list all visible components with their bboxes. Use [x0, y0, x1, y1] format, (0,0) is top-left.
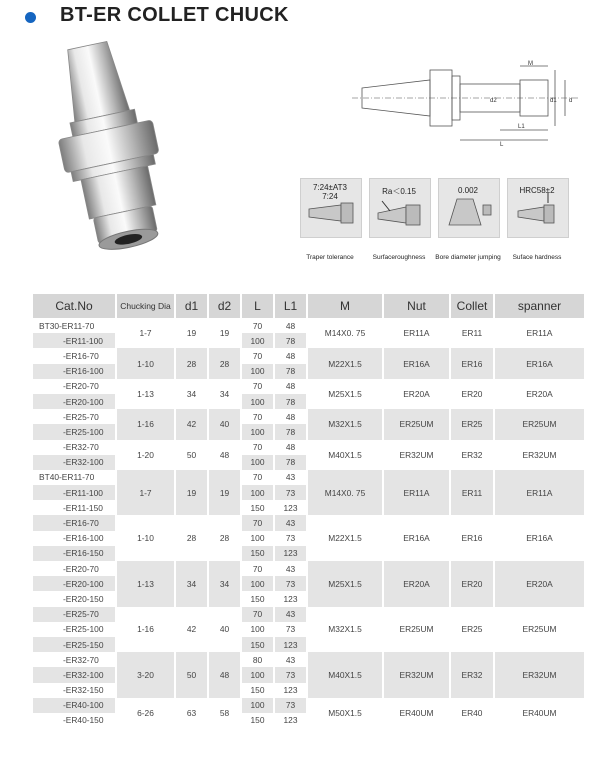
- cell-collet: ER11: [450, 470, 494, 516]
- cell-l: 70: [241, 348, 274, 363]
- cell-nut: ER32UM: [383, 440, 450, 470]
- table-row: [33, 607, 585, 622]
- cell-l: 70: [241, 607, 274, 622]
- drawing-label-d2: d2: [490, 98, 497, 104]
- cell-spanner: ER20A: [494, 379, 585, 409]
- header-spanner: spanner: [494, 294, 585, 318]
- table-row: [33, 409, 585, 424]
- cell-l: 100: [241, 455, 274, 470]
- cell-l: 70: [241, 318, 274, 333]
- cell-l1: 73: [274, 576, 307, 591]
- cell-l: 70: [241, 379, 274, 394]
- cell-l1: 123: [274, 500, 307, 515]
- cell-l1: 73: [274, 698, 307, 713]
- cell-nut: ER20A: [383, 561, 450, 607]
- cell-l1: 123: [274, 637, 307, 652]
- cell-nut: ER32UM: [383, 652, 450, 698]
- cell-nut: ER40UM: [383, 698, 450, 728]
- cell-cat-no: -ER20-100: [33, 576, 116, 591]
- cell-nut: ER20A: [383, 379, 450, 409]
- cell-cat-no: -ER32-70: [33, 652, 116, 667]
- cell-d2: 19: [208, 470, 241, 516]
- caption-bore-jumping: Bore diameter jumping: [435, 254, 501, 261]
- table-header-row: [33, 294, 585, 318]
- cell-l: 80: [241, 652, 274, 667]
- header-l: L: [241, 294, 274, 318]
- cell-l: 150: [241, 546, 274, 561]
- cell-chucking-dia: 6-26: [116, 698, 175, 728]
- cell-d2: 40: [208, 607, 241, 653]
- cell-l: 70: [241, 515, 274, 530]
- cell-spanner: ER32UM: [494, 440, 585, 470]
- cell-l1: 43: [274, 561, 307, 576]
- drawing-label-l1: L1: [518, 124, 525, 130]
- cell-nut: ER11A: [383, 470, 450, 516]
- cell-chucking-dia: 1-10: [116, 348, 175, 378]
- cell-cat-no: -ER16-70: [33, 348, 116, 363]
- cell-l1: 43: [274, 607, 307, 622]
- cell-l1: 123: [274, 591, 307, 606]
- cell-l: 70: [241, 440, 274, 455]
- cell-cat-no: -ER25-100: [33, 622, 116, 637]
- cell-collet: ER32: [450, 652, 494, 698]
- cell-d1: 42: [175, 607, 208, 653]
- cell-l: 100: [241, 333, 274, 348]
- cell-cat-no: -ER25-70: [33, 409, 116, 424]
- cell-m: M25X1.5: [307, 561, 383, 607]
- cell-l1: 78: [274, 333, 307, 348]
- cell-m: M14X0. 75: [307, 318, 383, 348]
- drawing-label-l: L: [500, 142, 504, 148]
- drawing-label-d1: d1: [550, 98, 557, 104]
- cell-l: 150: [241, 500, 274, 515]
- cell-cat-no: -ER32-100: [33, 455, 116, 470]
- cell-chucking-dia: 1-7: [116, 318, 175, 348]
- cell-chucking-dia: 1-13: [116, 561, 175, 607]
- header-m: M: [307, 294, 383, 318]
- cell-l1: 73: [274, 622, 307, 637]
- cell-nut: ER25UM: [383, 409, 450, 439]
- cell-spanner: ER16A: [494, 515, 585, 561]
- cell-l1: 73: [274, 485, 307, 500]
- cell-l: 70: [241, 561, 274, 576]
- cell-cat-no: -ER25-70: [33, 607, 116, 622]
- cell-d1: 50: [175, 440, 208, 470]
- cell-collet: ER16: [450, 515, 494, 561]
- cell-l1: 123: [274, 713, 307, 728]
- cell-cat-no: -ER25-100: [33, 424, 116, 439]
- cell-spanner: ER40UM: [494, 698, 585, 728]
- cell-d2: 19: [208, 318, 241, 348]
- cell-l1: 48: [274, 440, 307, 455]
- cell-cat-no: -ER32-100: [33, 667, 116, 682]
- cell-m: M32X1.5: [307, 409, 383, 439]
- cell-spanner: ER11A: [494, 318, 585, 348]
- header-chucking-dia: Chucking Dia: [116, 294, 175, 318]
- cell-cat-no: -ER11-150: [33, 500, 116, 515]
- cell-l: 100: [241, 667, 274, 682]
- surface-hardness-value: HRC58±2: [519, 186, 555, 195]
- cell-spanner: ER32UM: [494, 652, 585, 698]
- cell-cat-no: -ER40-150: [33, 713, 116, 728]
- cell-collet: ER25: [450, 607, 494, 653]
- cell-l: 100: [241, 364, 274, 379]
- header-nut: Nut: [383, 294, 450, 318]
- cell-l: 150: [241, 683, 274, 698]
- cell-nut: ER25UM: [383, 607, 450, 653]
- cell-l1: 43: [274, 470, 307, 485]
- technical-drawing: [350, 58, 585, 148]
- table-row: [33, 515, 585, 530]
- cell-l1: 78: [274, 424, 307, 439]
- table-row: [33, 470, 585, 485]
- header-cat-no: Cat.No: [33, 294, 116, 318]
- surface-roughness-value: Ra＜0.15: [382, 187, 416, 196]
- cell-spanner: ER16A: [494, 348, 585, 378]
- cell-l1: 78: [274, 364, 307, 379]
- cell-l1: 48: [274, 348, 307, 363]
- table-row: [33, 348, 585, 363]
- cell-spanner: ER11A: [494, 470, 585, 516]
- cell-d1: 19: [175, 470, 208, 516]
- collet-chuck-image: [20, 30, 250, 275]
- cell-chucking-dia: 1-20: [116, 440, 175, 470]
- cell-d2: 58: [208, 698, 241, 728]
- title-bullet: [25, 12, 36, 23]
- cell-d2: 34: [208, 379, 241, 409]
- spec-table-body: [33, 318, 585, 728]
- cell-l: 100: [241, 485, 274, 500]
- cell-cat-no: -ER40-100: [33, 698, 116, 713]
- cell-cat-no: BT40-ER11-70: [33, 470, 116, 485]
- cell-l1: 123: [274, 683, 307, 698]
- spec-table: [33, 294, 586, 728]
- cell-l: 150: [241, 713, 274, 728]
- cell-d2: 40: [208, 409, 241, 439]
- cell-d1: 63: [175, 698, 208, 728]
- cell-spanner: ER20A: [494, 561, 585, 607]
- cell-cat-no: BT30-ER11-70: [33, 318, 116, 333]
- cell-cat-no: -ER20-150: [33, 591, 116, 606]
- cell-chucking-dia: 1-16: [116, 409, 175, 439]
- cell-spanner: ER25UM: [494, 409, 585, 439]
- cell-d1: 19: [175, 318, 208, 348]
- cell-cat-no: -ER16-100: [33, 364, 116, 379]
- cell-cat-no: -ER20-100: [33, 394, 116, 409]
- cell-l: 100: [241, 622, 274, 637]
- cell-d1: 50: [175, 652, 208, 698]
- drawing-label-d: d: [569, 98, 573, 104]
- page-title: BT-ER COLLET CHUCK: [60, 4, 289, 26]
- header-collet: Collet: [450, 294, 494, 318]
- cell-m: M40X1.5: [307, 440, 383, 470]
- cell-m: M14X0. 75: [307, 470, 383, 516]
- cell-chucking-dia: 1-13: [116, 379, 175, 409]
- table-row: [33, 652, 585, 667]
- table-row: [33, 318, 585, 333]
- cell-nut: ER16A: [383, 348, 450, 378]
- cell-d1: 34: [175, 561, 208, 607]
- cell-nut: ER16A: [383, 515, 450, 561]
- cell-l: 100: [241, 394, 274, 409]
- cell-d2: 28: [208, 515, 241, 561]
- cell-cat-no: -ER25-150: [33, 637, 116, 652]
- cell-d2: 48: [208, 440, 241, 470]
- cell-l1: 43: [274, 652, 307, 667]
- cell-spanner: ER25UM: [494, 607, 585, 653]
- table-row: [33, 561, 585, 576]
- cell-collet: ER16: [450, 348, 494, 378]
- header-d2: d2: [208, 294, 241, 318]
- cell-collet: ER25: [450, 409, 494, 439]
- taper-tolerance-value: 7:24±AT3 7:24: [312, 183, 348, 201]
- cell-d1: 28: [175, 348, 208, 378]
- cell-chucking-dia: 1-16: [116, 607, 175, 653]
- header-d1: d1: [175, 294, 208, 318]
- cell-d2: 48: [208, 652, 241, 698]
- cell-chucking-dia: 1-7: [116, 470, 175, 516]
- cell-cat-no: -ER32-150: [33, 683, 116, 698]
- cell-collet: ER40: [450, 698, 494, 728]
- cell-l1: 43: [274, 515, 307, 530]
- table-row: [33, 440, 585, 455]
- cell-collet: ER20: [450, 561, 494, 607]
- table-row: [33, 379, 585, 394]
- cell-d1: 28: [175, 515, 208, 561]
- bore-jumping-value: 0.002: [457, 186, 479, 195]
- cell-l1: 48: [274, 409, 307, 424]
- cell-l: 70: [241, 470, 274, 485]
- cell-m: M40X1.5: [307, 652, 383, 698]
- cell-cat-no: -ER16-70: [33, 515, 116, 530]
- cell-l1: 48: [274, 318, 307, 333]
- caption-surface-roughness: Surfaceroughness: [372, 254, 426, 261]
- cell-l1: 78: [274, 455, 307, 470]
- cell-cat-no: -ER20-70: [33, 561, 116, 576]
- caption-surface-hardness: Suface hardness: [512, 254, 562, 261]
- cell-l: 100: [241, 698, 274, 713]
- cell-l: 150: [241, 591, 274, 606]
- cell-l1: 73: [274, 531, 307, 546]
- cell-cat-no: -ER11-100: [33, 485, 116, 500]
- cell-m: M25X1.5: [307, 379, 383, 409]
- cell-m: M22X1.5: [307, 515, 383, 561]
- cell-l: 70: [241, 409, 274, 424]
- cell-l1: 73: [274, 667, 307, 682]
- caption-taper-tolerance: Traper tolerance: [306, 254, 354, 261]
- cell-collet: ER20: [450, 379, 494, 409]
- cell-chucking-dia: 3-20: [116, 652, 175, 698]
- cell-m: M22X1.5: [307, 348, 383, 378]
- cell-d2: 34: [208, 561, 241, 607]
- drawing-label-m: M: [528, 61, 533, 67]
- cell-m: M32X1.5: [307, 607, 383, 653]
- cell-l: 100: [241, 531, 274, 546]
- cell-cat-no: -ER16-100: [33, 531, 116, 546]
- cell-d1: 42: [175, 409, 208, 439]
- cell-l1: 78: [274, 394, 307, 409]
- cell-collet: ER32: [450, 440, 494, 470]
- cell-l: 100: [241, 424, 274, 439]
- cell-cat-no: -ER16-150: [33, 546, 116, 561]
- cell-l1: 48: [274, 379, 307, 394]
- cell-l: 100: [241, 576, 274, 591]
- cell-cat-no: -ER11-100: [33, 333, 116, 348]
- cell-d2: 28: [208, 348, 241, 378]
- cell-nut: ER11A: [383, 318, 450, 348]
- cell-chucking-dia: 1-10: [116, 515, 175, 561]
- cell-collet: ER11: [450, 318, 494, 348]
- cell-d1: 34: [175, 379, 208, 409]
- cell-l: 150: [241, 637, 274, 652]
- header-l1: L1: [274, 294, 307, 318]
- cell-m: M50X1.5: [307, 698, 383, 728]
- cell-l1: 123: [274, 546, 307, 561]
- cell-cat-no: -ER32-70: [33, 440, 116, 455]
- cell-cat-no: -ER20-70: [33, 379, 116, 394]
- table-row: [33, 698, 585, 713]
